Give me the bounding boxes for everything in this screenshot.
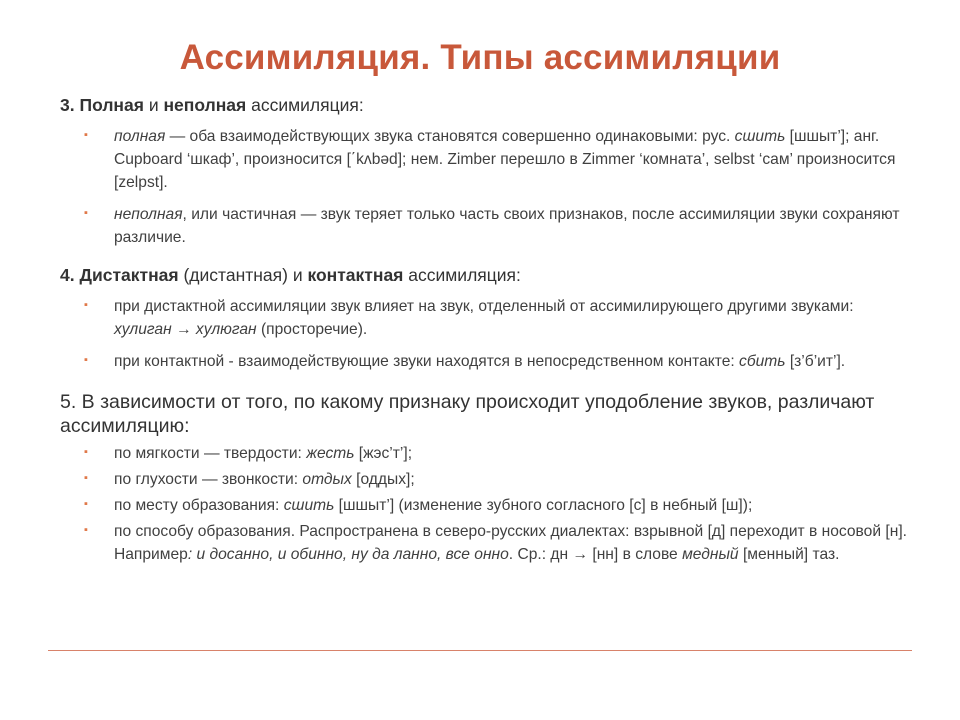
item-text: при дистактной ассимиляции звук влияет на звук, отделенный от ассимилирующего другими звуками: xyxy=(114,298,854,315)
section-3-term-2: неполная xyxy=(163,95,247,115)
square-bullet-icon: ▪ xyxy=(84,498,88,510)
section-4-heading xyxy=(60,264,910,287)
section-5-number: 5. xyxy=(60,391,77,413)
section-3-list xyxy=(60,125,910,249)
item-text: [жэс’т’]; xyxy=(354,445,413,462)
list-item xyxy=(60,494,910,517)
item-text: [шшыт’]; анг. Cupboard ‘шкаф’, произносится [΄kʌbəd]; нем. Zimber перешло в Zimmer ‘комната’, selbst ‘сам’ произносится [zelpst]. xyxy=(114,128,896,191)
list-item xyxy=(60,350,910,373)
section-4-term-2: контактная xyxy=(307,265,404,285)
term-italic: полная xyxy=(114,128,166,145)
slide-content xyxy=(60,94,910,566)
list-item xyxy=(60,520,910,566)
square-bullet-icon: ▪ xyxy=(84,472,88,484)
section-4-tail: ассимиляция: xyxy=(403,265,521,285)
square-bullet-icon: ▪ xyxy=(84,129,88,141)
section-3-number: 3. xyxy=(60,95,75,115)
square-bullet-icon: ▪ xyxy=(84,524,88,536)
item-text: , или частичная — звук теряет только часть своих признаков, после ассимиляции звуки сохраняют различие. xyxy=(114,206,900,246)
item-text: по глухости — звонкости: xyxy=(114,471,303,488)
example-italic: сбить xyxy=(739,353,786,370)
square-bullet-icon: ▪ xyxy=(84,207,88,219)
item-text: при контактной - взаимодействующие звуки находятся в непосредственном контакте: xyxy=(114,353,740,370)
example-italic: хулиган → хулюган xyxy=(114,321,257,338)
item-text: (просторечие). xyxy=(256,321,368,338)
section-4-number: 4. xyxy=(60,265,75,285)
term-italic: неполная xyxy=(114,206,183,223)
section-3-connector: и xyxy=(143,95,164,115)
list-item xyxy=(60,442,910,465)
section-3-tail: ассимиляция: xyxy=(246,95,364,115)
example-italic: жесть xyxy=(306,445,355,462)
section-4-connector: (дистантная) и xyxy=(178,265,308,285)
item-text: [менный] таз. xyxy=(738,546,840,563)
item-text: по мягкости — твердости: xyxy=(114,445,307,462)
list-item xyxy=(60,468,910,491)
item-text: [шшыт’] (изменение зубного согласного [с] в небный [ш]); xyxy=(334,497,753,514)
square-bullet-icon: ▪ xyxy=(84,446,88,458)
square-bullet-icon: ▪ xyxy=(84,299,88,311)
item-text: [з’б’ит’]. xyxy=(785,353,846,370)
section-3-heading xyxy=(60,94,910,117)
item-text: . Ср.: дн → [нн] в слове xyxy=(508,546,683,563)
section-5-heading xyxy=(60,390,910,438)
example-italic: : и досанно, и обинно, ну да ланно, все онно xyxy=(187,546,509,563)
list-item xyxy=(60,203,910,249)
item-text: по способу образования. Распространена в северо-русских диалектах: взрывной [д] переходит в носовой [н]. Например xyxy=(114,523,907,563)
section-4-term-1: Дистактная xyxy=(79,265,179,285)
example-italic: сшить xyxy=(734,128,786,145)
item-text: по месту образования: xyxy=(114,497,284,514)
example-italic: отдых xyxy=(302,471,352,488)
list-item xyxy=(60,295,910,341)
item-text: [оддых]; xyxy=(351,471,415,488)
section-5-text: В зависимости от того, по какому признаку происходит уподобление звуков, различают ассимиляцию: xyxy=(60,391,875,437)
example-italic: сшить xyxy=(283,497,335,514)
slide-title: Ассимиляция. Типы ассимиляции xyxy=(179,38,781,77)
example-italic: медный xyxy=(682,546,739,563)
list-item xyxy=(60,125,910,194)
section-3-term-1: Полная xyxy=(79,95,144,115)
section-5-list xyxy=(60,442,910,566)
footer-divider xyxy=(48,650,912,651)
item-text: — оба взаимодействующих звука становятся совершенно одинаковыми: рус. xyxy=(165,128,735,145)
square-bullet-icon: ▪ xyxy=(84,354,88,366)
section-4-list xyxy=(60,295,910,373)
